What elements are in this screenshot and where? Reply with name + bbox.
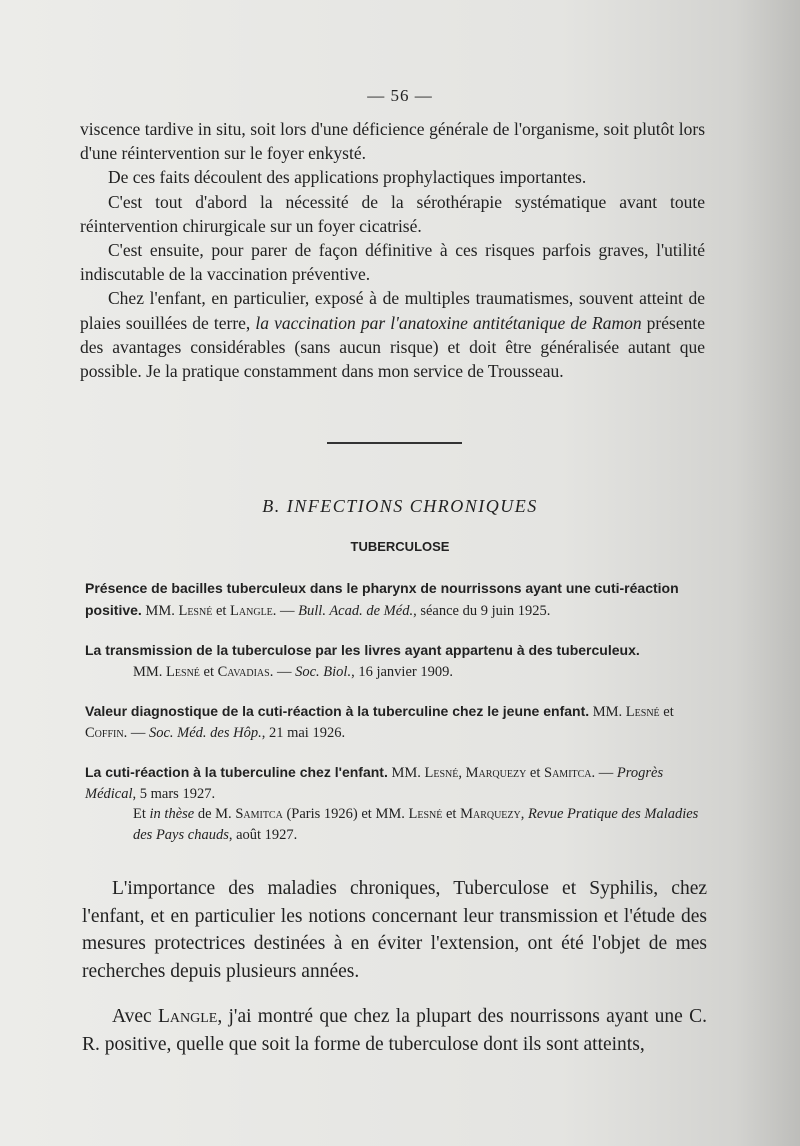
reference-4-extra	[85, 804, 705, 845]
paragraph-text: , j'ai montré que chez la plupart des nourrissons ayant une C. R. positive, quelle que soit la forme de tuberculose dont ils sont atteints,	[82, 1006, 707, 1055]
paragraph-2: De ces faits découlent des applications prophylactiques importantes.	[108, 167, 587, 188]
reference-journal: Progrès Médical	[85, 765, 664, 802]
intro-text	[80, 117, 705, 383]
reference-journal: Bull. Acad. de Méd.	[298, 602, 414, 619]
reference-author: Lesné	[178, 602, 213, 619]
reference-sep: ,	[458, 765, 466, 781]
paragraph-5-italic: la vaccination par l'anatoxine antitétanique de Ramon	[255, 312, 642, 333]
reference-author: Langle	[230, 602, 273, 619]
paragraph-4: C'est ensuite, pour parer de façon définitive à ces risques parfois graves, l'utilité indiscutable de la vaccination préventive.	[80, 240, 705, 285]
reference-author: Samitca	[544, 765, 592, 781]
paragraph-5-text-c: présente des avantages considérables (sans aucun risque) et doit être généralisée autant que possible. Je la pratique constamment dans mon service de Trousseau.	[80, 312, 705, 382]
reference-dash: . —	[269, 663, 296, 680]
section-divider	[327, 442, 462, 444]
extra-text: de M.	[194, 806, 236, 822]
reference-mm: MM.	[141, 602, 179, 619]
reference-author: Lesné	[408, 806, 443, 822]
extra-text: ,	[520, 806, 528, 822]
reference-4	[85, 762, 705, 845]
paragraph-5	[80, 286, 705, 383]
reference-date: , août 1927.	[228, 826, 298, 843]
reference-journal: Revue Pratique des Maladies des Pays chauds	[133, 806, 699, 843]
reference-dash: . —	[272, 602, 299, 619]
reference-author: Cavadias	[217, 663, 270, 680]
reference-author: Coffin	[85, 724, 124, 741]
reference-detail	[85, 662, 705, 683]
reference-author: Marquezy	[460, 806, 521, 822]
paragraph-1: viscence tardive in situ, soit lors d'une déficience générale de l'organisme, soit plutôt lors d'une réintervention sur le foyer enkysté.	[80, 119, 705, 164]
reference-date: , 21 mai 1926.	[261, 724, 346, 741]
reference-and: et	[199, 663, 218, 680]
section-heading: B. INFECTIONS CHRONIQUES	[262, 496, 538, 516]
reference-date: , 5 mars 1927.	[132, 785, 216, 802]
reference-and: et	[659, 704, 674, 720]
paragraph-3: C'est tout d'abord la nécessité de la sérothérapie systématique avant toute réintervention chirurgicale sur un foyer cicatrisé.	[80, 191, 705, 236]
reference-date: , 16 janvier 1909.	[351, 663, 453, 680]
author-name: Langle	[157, 1006, 218, 1027]
reference-author: Lesné	[166, 663, 200, 680]
paragraph-5-text-a: Chez l'enfant, en particulier, exposé à de multiples traumatismes, souvent atteint de plaies souillées de terre,	[80, 288, 705, 333]
subheading: TUBERCULOSE	[350, 539, 450, 554]
reference-title: La transmission de la tuberculose par les livres ayant appartenu à des tuberculeux.	[85, 642, 640, 658]
reference-list	[85, 578, 705, 864]
reference-author: Marquezy	[465, 765, 527, 781]
reference-dash: . —	[591, 765, 617, 781]
extra-italic: in thèse	[149, 806, 195, 822]
extra-text: Et	[133, 806, 150, 822]
paragraph-avec-langle	[82, 1003, 707, 1058]
reference-1	[85, 578, 705, 621]
reference-mm: MM.	[589, 704, 626, 720]
page-number: — 56 —	[367, 86, 433, 105]
paragraph-text: Avec	[112, 1006, 158, 1027]
reference-and: et	[212, 602, 231, 619]
reference-2	[85, 640, 705, 682]
paragraph-importance: L'importance des maladies chroniques, Tuberculose et Syphilis, chez l'enfant, et en particulier les notions concernant leur transmission et l'étude des mesures protectrices destinées à en éviter l'extension, ont été l'objet de mes recherches depuis plusieurs années.	[82, 878, 707, 982]
reference-title: Présence de bacilles tuberculeux dans le pharynx de nourrissons ayant une cuti-réaction positive.	[85, 580, 679, 618]
extra-text: et	[442, 806, 461, 822]
reference-date: , séance du 9 juin 1925.	[413, 602, 551, 619]
extra-text: (Paris 1926) et MM.	[282, 806, 409, 822]
reference-3	[85, 701, 705, 743]
closing-text	[82, 875, 707, 1076]
reference-journal: Soc. Méd. des Hôp.	[148, 724, 262, 741]
reference-mm: MM.	[133, 663, 167, 680]
reference-mm: MM.	[387, 765, 425, 781]
reference-and: et	[526, 765, 545, 781]
reference-dash: . —	[123, 724, 149, 741]
reference-author: Lesné	[625, 704, 660, 720]
reference-author: Samitca	[235, 806, 283, 822]
reference-author: Lesné	[424, 765, 459, 781]
reference-journal: Soc. Biol.	[295, 663, 352, 680]
reference-title: Valeur diagnostique de la cuti-réaction à la tuberculine chez le jeune enfant.	[85, 703, 590, 719]
reference-title: La cuti-réaction à la tuberculine chez l'enfant.	[85, 764, 388, 780]
